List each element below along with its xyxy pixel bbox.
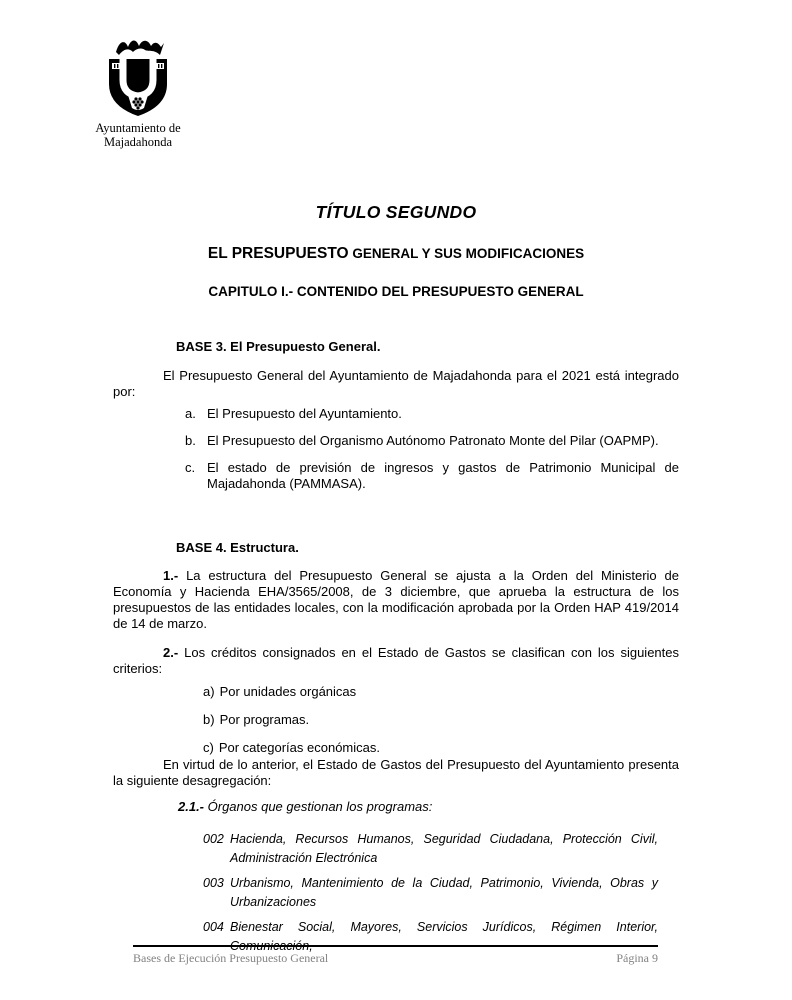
criteria-item bbox=[203, 740, 679, 756]
organ-code: 004 bbox=[203, 920, 224, 934]
criteria-marker: a) bbox=[203, 684, 215, 699]
criteria-item bbox=[203, 712, 679, 728]
list-item-text: El Presupuesto del Organismo Autónomo Patronato Monte del Pilar (OAPMP). bbox=[207, 433, 659, 448]
chapter-heading: CAPITULO I.- CONTENIDO DEL PRESUPUESTO GENERAL bbox=[208, 284, 584, 299]
list-item bbox=[113, 433, 679, 449]
subtitle-lead: EL PRESUPUESTO bbox=[207, 245, 349, 262]
list-item-text: El Presupuesto del Ayuntamiento. bbox=[207, 406, 402, 421]
logo-caption-line2: Majadahonda bbox=[103, 135, 173, 149]
organ-item bbox=[113, 830, 658, 868]
paragraph-text: La estructura del Presupuesto General se ajusta a la Orden del Ministerio de Economía y Hacienda EHA/3565/2008, de 3 diciembre, que aprueba la estructura de los presupuestos de las entidades locales, con la modificación aprobada por la Orden HAP 419/2014 de 14 de marzo. bbox=[113, 568, 679, 631]
page-footer bbox=[133, 945, 658, 966]
paragraph-number: 2.- bbox=[163, 645, 179, 660]
organs-list bbox=[113, 830, 658, 962]
paragraph-text: Los créditos consignados en el Estado de Gastos se clasifican con los siguientes criterios: bbox=[113, 645, 679, 676]
organ-text: Bienestar Social, Mayores, Servicios Jurídicos, Régimen Interior, Comunicación, bbox=[230, 920, 658, 953]
criteria-text: Por unidades orgánicas bbox=[219, 684, 357, 699]
majadahonda-coat-of-arms-icon bbox=[100, 36, 176, 118]
organ-code: 002 bbox=[203, 832, 224, 846]
subsection-number: 2.1.- bbox=[178, 799, 205, 814]
base4-paragraph-1 bbox=[113, 568, 679, 632]
list-item-marker: b. bbox=[185, 433, 196, 448]
list-item bbox=[113, 460, 679, 492]
criteria-marker: c) bbox=[203, 740, 214, 755]
list-item bbox=[113, 406, 679, 422]
list-item-marker: a. bbox=[185, 406, 196, 421]
organ-item bbox=[113, 874, 658, 912]
list-item-text: El estado de previsión de ingresos y gastos de Patrimonio Municipal de Majadahonda (PAMMASA). bbox=[207, 460, 679, 491]
base3-heading: BASE 3. El Presupuesto General. bbox=[176, 339, 381, 354]
criteria-text: Por categorías económicas. bbox=[218, 740, 380, 755]
city-logo bbox=[85, 36, 191, 149]
criteria-marker: b) bbox=[203, 712, 215, 727]
criteria-text: Por programas. bbox=[219, 712, 310, 727]
document-title: TÍTULO SEGUNDO bbox=[315, 202, 477, 222]
paragraph-number: 1.- bbox=[163, 568, 179, 583]
footer-document-title: Bases de Ejecución Presupuesto General bbox=[133, 951, 329, 965]
subsection-heading bbox=[113, 799, 679, 815]
base3-list bbox=[113, 406, 679, 503]
base4-paragraph-3: En virtud de lo anterior, el Estado de Gastos del Presupuesto del Ayuntamiento presenta la siguiente desagregación: bbox=[113, 757, 679, 788]
organ-text: Hacienda, Recursos Humanos, Seguridad Ciudadana, Protección Civil, Administración Electrónica bbox=[230, 832, 658, 865]
footer-page-number: Página 9 bbox=[616, 951, 658, 965]
subsection-text: Órganos que gestionan los programas: bbox=[204, 799, 433, 814]
organ-text: Urbanismo, Mantenimiento de la Ciudad, Patrimonio, Vivienda, Obras y Urbanizaciones bbox=[230, 876, 658, 909]
list-item-marker: c. bbox=[185, 460, 196, 475]
document-subtitle bbox=[113, 245, 679, 263]
base3-intro-paragraph: El Presupuesto General del Ayuntamiento de Majadahonda para el 2021 está integrado por: bbox=[113, 368, 679, 399]
base4-paragraph-2 bbox=[113, 645, 679, 677]
subtitle-rest: GENERAL Y SUS MODIFICACIONES bbox=[348, 246, 585, 261]
criteria-item bbox=[203, 684, 679, 700]
base4-heading: BASE 4. Estructura. bbox=[176, 540, 299, 555]
criteria-list bbox=[113, 684, 679, 768]
organ-code: 003 bbox=[203, 876, 224, 890]
logo-caption-line1: Ayuntamiento de bbox=[95, 121, 181, 135]
